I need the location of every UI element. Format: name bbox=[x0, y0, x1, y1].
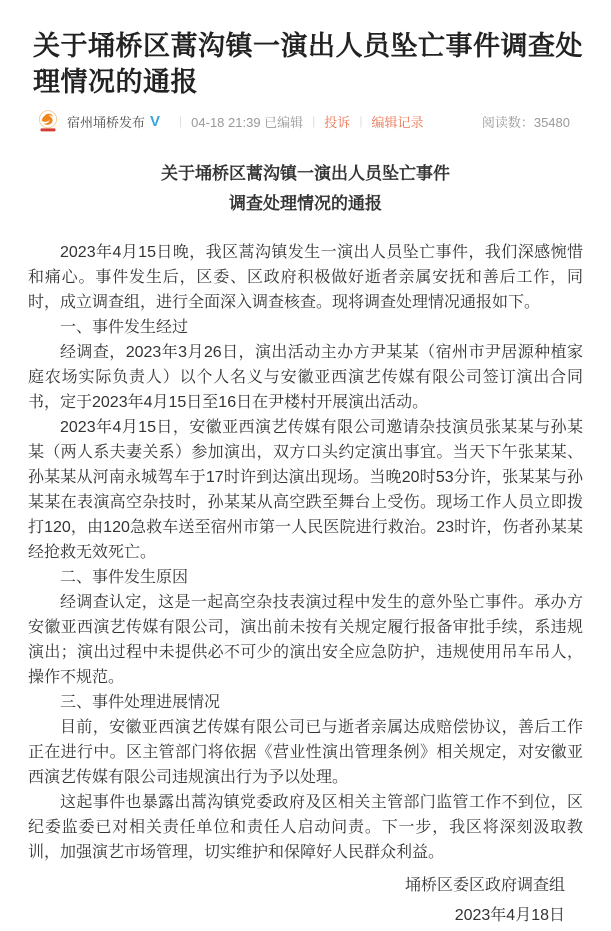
complaint-link[interactable]: 投诉 bbox=[324, 114, 351, 130]
article-title-line2: 调查处理情况的通报 bbox=[229, 194, 382, 213]
signature-date: 2023年4月18日 bbox=[454, 907, 565, 924]
page-title: 关于埇桥区蒿沟镇一演出人员坠亡事件调查处理情况的通报 bbox=[33, 31, 583, 97]
read-count: 阅读数：35480 bbox=[481, 114, 570, 130]
verified-v-icon: V bbox=[150, 112, 161, 130]
section-heading: 二、事件发生原因 bbox=[60, 569, 189, 586]
article-paragraph: 经调查认定，这是一起高空杂技表演过程中发生的意外坠亡事件。承办方安徽亚西演艺传媒有限公司，演出前未按有关规定履行报备审批手续，系违规演出；演出过程中未提供必不可少的演出安全应急防护，违规使用吊车吊人，操作不规范。 bbox=[28, 594, 583, 686]
article-paragraph: 经调查，2023年3月26日，演出活动主办方尹某某（宿州市尹居源种植家庭农场实际负责人）以个人名义与安徽亚西演艺传媒有限公司签订演出合同书，定于2023年4月15日至16日在尹楼村开展演出活动。 bbox=[28, 344, 583, 411]
edit-timestamp: 04-18 21:39 已编辑 bbox=[191, 114, 304, 130]
divider: | bbox=[359, 114, 363, 128]
article-title-line1: 关于埇桥区蒿沟镇一演出人员坠亡事件 bbox=[161, 164, 450, 183]
divider: | bbox=[179, 114, 183, 128]
article-paragraph: 这起事件也暴露出蒿沟镇党委政府及区相关主管部门监管工作不到位，区纪委监委已对相关责任单位和责任人启动问责。下一步，我区将深刻汲取教训，加强演艺市场管理，切实维护和保障好人民群众利益。 bbox=[28, 794, 583, 861]
section-heading: 三、事件处理进展情况 bbox=[60, 694, 221, 711]
divider: | bbox=[312, 114, 316, 128]
author-name[interactable]: 宿州埇桥发布 bbox=[67, 114, 146, 130]
article-paragraph: 2023年4月15日晚，我区蒿沟镇发生一演出人员坠亡事件，我们深感惋惜和痛心。事件发生后，区委、区政府积极做好逝者亲属安抚和善后工作，同时，成立调查组，进行全面深入调查核查。现将调查处理情况通报如下。 bbox=[28, 244, 583, 311]
article-paragraph: 目前，安徽亚西演艺传媒有限公司已与逝者亲属达成赔偿协议，善后工作正在进行中。区主管部门将依据《营业性演出管理条例》相关规定，对安徽亚西演艺传媒有限公司违规演出行为予以处理。 bbox=[28, 719, 583, 786]
article-paragraph: 2023年4月15日，安徽亚西演艺传媒有限公司邀请杂技演员张某某与孙某某（两人系夫妻关系）参加演出，双方口头约定演出事宜。当天下午张某某、孙某某从河南永城驾车于17时许到达演出现场。当晚20时53分许，张某某与孙某某在表演高空杂技时，孙某某从高空跌至舞台上受伤。现场工作人员立即拨打120，由120急救车送至宿州市第一人民医院进行救治。23时许，伤者孙某某经抢救无效死亡。 bbox=[28, 419, 583, 561]
article-body bbox=[28, 240, 583, 865]
signature-block bbox=[28, 871, 583, 931]
byline-bar bbox=[37, 110, 570, 132]
signature-author: 埇桥区委区政府调查组 bbox=[404, 877, 565, 894]
article-title bbox=[28, 159, 583, 219]
phoenix-logo-icon bbox=[37, 110, 59, 132]
article-content bbox=[0, 159, 611, 931]
section-heading: 一、事件发生经过 bbox=[60, 319, 189, 336]
author-avatar[interactable] bbox=[37, 110, 59, 132]
edit-history-link[interactable]: 编辑记录 bbox=[371, 114, 424, 130]
